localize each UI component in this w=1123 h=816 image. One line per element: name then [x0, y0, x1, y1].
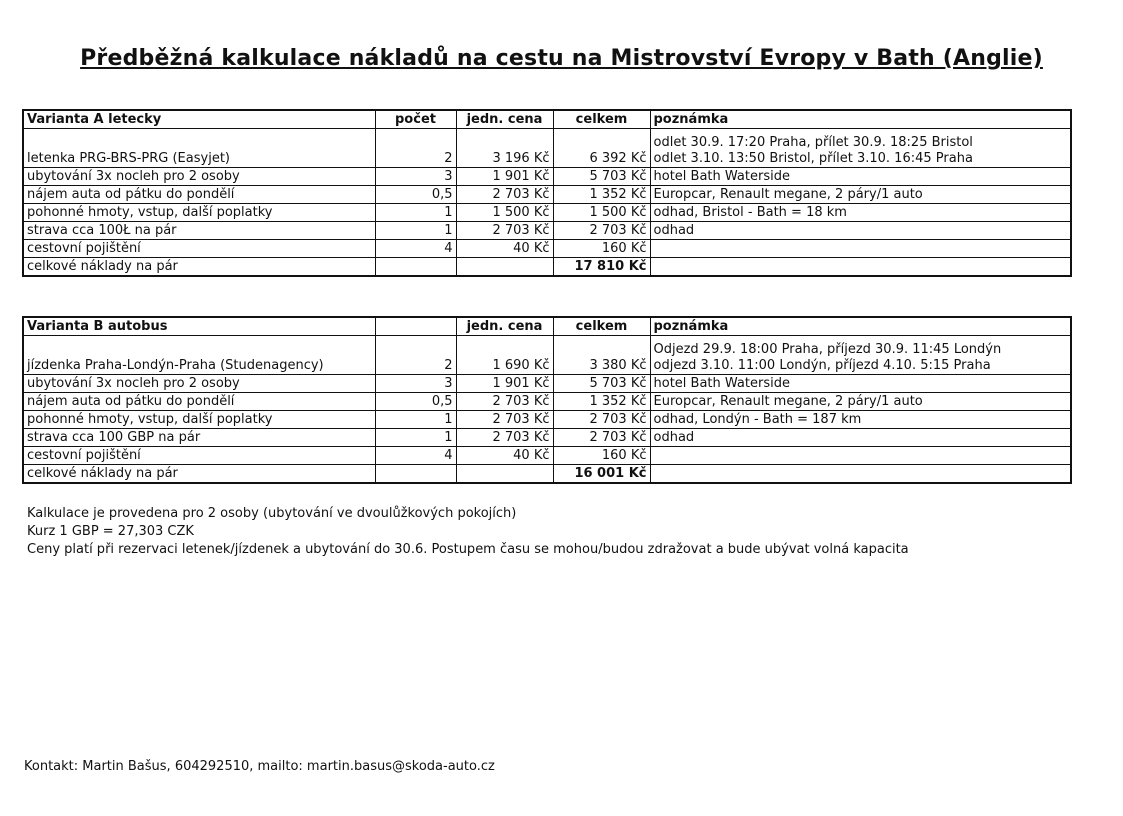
unit-price-cell: 2 703 Kč — [456, 411, 553, 429]
item-cell: pohonné hmoty, vstup, další poplatky — [23, 411, 375, 429]
table-header-row — [23, 317, 1071, 336]
variant-a-title: Varianta A letecky — [23, 110, 375, 129]
note-paragraph: Kurz 1 GBP = 27,303 CZK — [27, 524, 194, 539]
header-total: celkem — [553, 317, 650, 336]
unit-price-cell: 2 703 Kč — [456, 429, 553, 447]
total-cell: 160 Kč — [553, 240, 650, 258]
table-row — [23, 429, 1071, 447]
empty-cell — [375, 258, 456, 277]
total-row — [23, 465, 1071, 484]
unit-price-cell: 1 500 Kč — [456, 204, 553, 222]
item-cell: ubytování 3x nocleh pro 2 osoby — [23, 375, 375, 393]
unit-price-cell: 40 Kč — [456, 447, 553, 465]
total-cell: 5 703 Kč — [553, 168, 650, 186]
unit-price-cell: 1 901 Kč — [456, 168, 553, 186]
total-cell: 2 703 Kč — [553, 411, 650, 429]
notes-block — [27, 505, 909, 559]
item-cell: strava cca 100Ł na pár — [23, 222, 375, 240]
unit-price-cell: 1 901 Kč — [456, 375, 553, 393]
variant-b-table — [22, 316, 1072, 484]
header-total: celkem — [553, 110, 650, 129]
count-cell: 3 — [375, 375, 456, 393]
total-cell: 160 Kč — [553, 447, 650, 465]
note-cell: Europcar, Renault megane, 2 páry/1 auto — [650, 186, 1071, 204]
note-cell: odhad — [650, 222, 1071, 240]
note-cell — [650, 240, 1071, 258]
unit-price-cell: 3 196 Kč — [456, 129, 553, 168]
table-row — [23, 240, 1071, 258]
grand-total-value: 16 001 Kč — [553, 465, 650, 484]
note-paragraph: Ceny platí při rezervaci letenek/jízdenek a ubytování do 30.6. Postupem času se mohou/budou zdražovat a bude ubývat volná kapacita — [27, 542, 909, 557]
note-cell: odhad, Bristol - Bath = 18 km — [650, 204, 1071, 222]
grand-total-value: 17 810 Kč — [553, 258, 650, 277]
item-cell: strava cca 100 GBP na pár — [23, 429, 375, 447]
empty-cell — [456, 258, 553, 277]
table-row — [23, 447, 1071, 465]
count-cell: 3 — [375, 168, 456, 186]
count-cell: 1 — [375, 222, 456, 240]
variant-a-table — [22, 109, 1072, 277]
note-cell: hotel Bath Waterside — [650, 168, 1071, 186]
note-cell — [650, 336, 1071, 375]
total-cell: 1 500 Kč — [553, 204, 650, 222]
total-cell: 2 703 Kč — [553, 222, 650, 240]
table-row — [23, 129, 1071, 168]
header-unit-price: jedn. cena — [456, 110, 553, 129]
total-cell: 1 352 Kč — [553, 393, 650, 411]
table-row — [23, 186, 1071, 204]
empty-cell — [375, 465, 456, 484]
table-row — [23, 336, 1071, 375]
table-row — [23, 204, 1071, 222]
count-cell: 1 — [375, 204, 456, 222]
total-row — [23, 258, 1071, 277]
table-row — [23, 393, 1071, 411]
total-label: celkové náklady na pár — [23, 465, 375, 484]
count-cell: 4 — [375, 447, 456, 465]
empty-cell — [650, 258, 1071, 277]
count-cell: 2 — [375, 129, 456, 168]
total-label: celkové náklady na pár — [23, 258, 375, 277]
header-count — [375, 317, 456, 336]
item-cell: ubytování 3x nocleh pro 2 osoby — [23, 168, 375, 186]
item-cell: nájem auta od pátku do pondělí — [23, 186, 375, 204]
item-cell: cestovní pojištění — [23, 240, 375, 258]
table-row — [23, 375, 1071, 393]
note-line: Odjezd 29.9. 18:00 Praha, příjezd 30.9. 11:45 Londýn — [653, 342, 1002, 357]
note-cell: Europcar, Renault megane, 2 páry/1 auto — [650, 393, 1071, 411]
count-cell: 1 — [375, 429, 456, 447]
empty-cell — [650, 465, 1071, 484]
count-cell: 2 — [375, 336, 456, 375]
count-cell: 0,5 — [375, 393, 456, 411]
note-line: odlet 30.9. 17:20 Praha, přílet 30.9. 18:25 Bristol — [653, 135, 973, 150]
note-line: odjezd 3.10. 11:00 Londýn, příjezd 4.10. 5:15 Praha — [653, 358, 991, 373]
total-cell: 2 703 Kč — [553, 429, 650, 447]
count-cell: 1 — [375, 411, 456, 429]
note-cell — [650, 129, 1071, 168]
table-row — [23, 411, 1071, 429]
unit-price-cell: 2 703 Kč — [456, 393, 553, 411]
unit-price-cell: 1 690 Kč — [456, 336, 553, 375]
count-cell: 4 — [375, 240, 456, 258]
note-cell: odhad — [650, 429, 1071, 447]
table-row — [23, 222, 1071, 240]
contact-line: Kontakt: Martin Bašus, 604292510, mailto: martin.basus@skoda-auto.cz — [24, 759, 495, 774]
unit-price-cell: 2 703 Kč — [456, 222, 553, 240]
header-note: poznámka — [650, 110, 1071, 129]
note-cell: odhad, Londýn - Bath = 187 km — [650, 411, 1071, 429]
note-paragraph: Kalkulace je provedena pro 2 osoby (ubytování ve dvoulůžkových pokojích) — [27, 506, 517, 521]
note-line: odlet 3.10. 13:50 Bristol, přílet 3.10. 16:45 Praha — [653, 151, 973, 166]
note-cell — [650, 447, 1071, 465]
total-cell: 6 392 Kč — [553, 129, 650, 168]
empty-cell — [456, 465, 553, 484]
header-note: poznámka — [650, 317, 1071, 336]
header-unit-price: jedn. cena — [456, 317, 553, 336]
table-header-row — [23, 110, 1071, 129]
header-count: počet — [375, 110, 456, 129]
count-cell: 0,5 — [375, 186, 456, 204]
total-cell: 3 380 Kč — [553, 336, 650, 375]
total-cell: 5 703 Kč — [553, 375, 650, 393]
variant-b-title: Varianta B autobus — [23, 317, 375, 336]
unit-price-cell: 40 Kč — [456, 240, 553, 258]
unit-price-cell: 2 703 Kč — [456, 186, 553, 204]
item-cell: jízdenka Praha-Londýn-Praha (Studenagency) — [23, 336, 375, 375]
item-cell: letenka PRG-BRS-PRG (Easyjet) — [23, 129, 375, 168]
page-title: Předběžná kalkulace nákladů na cestu na Mistrovství Evropy v Bath (Anglie) — [80, 46, 1043, 71]
note-cell: hotel Bath Waterside — [650, 375, 1071, 393]
item-cell: cestovní pojištění — [23, 447, 375, 465]
table-row — [23, 168, 1071, 186]
total-cell: 1 352 Kč — [553, 186, 650, 204]
item-cell: pohonné hmoty, vstup, další poplatky — [23, 204, 375, 222]
item-cell: nájem auta od pátku do pondělí — [23, 393, 375, 411]
